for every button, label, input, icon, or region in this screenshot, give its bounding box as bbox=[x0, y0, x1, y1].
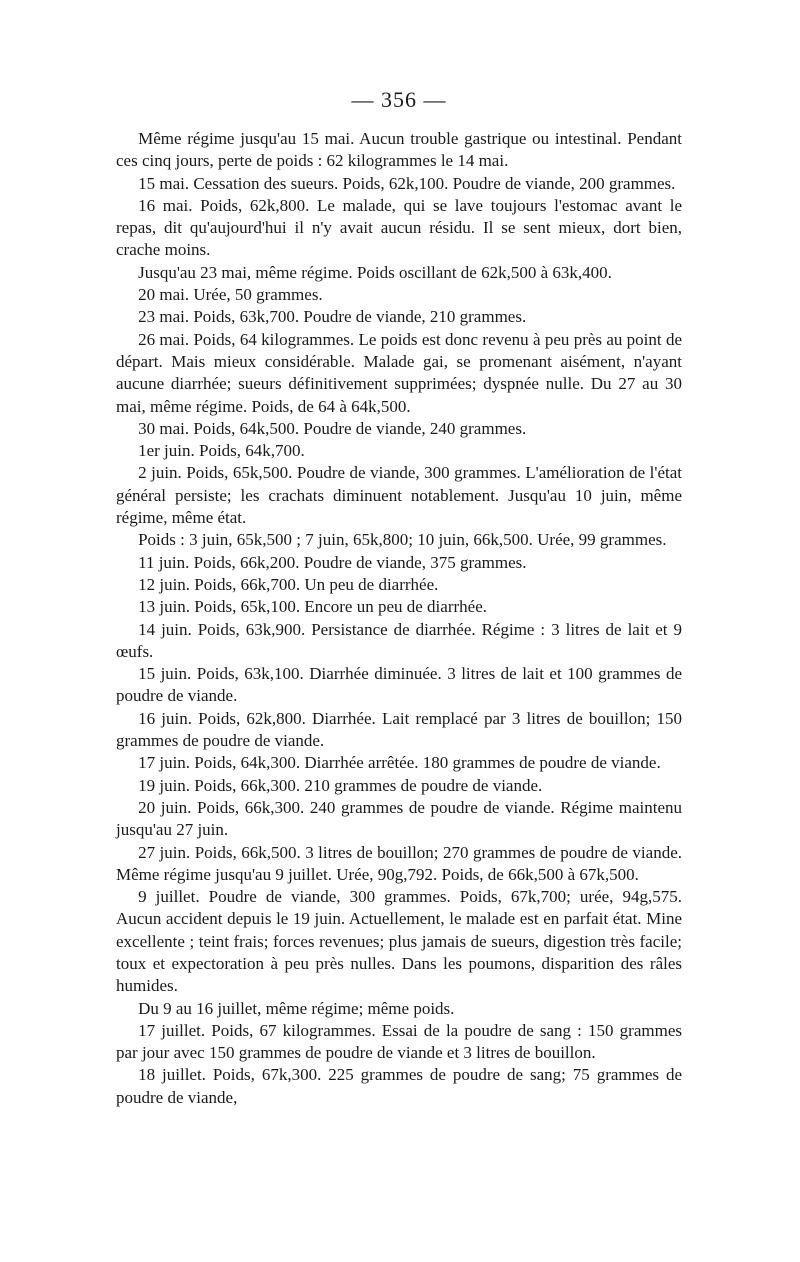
paragraph: 20 juin. Poids, 66k,300. 240 grammes de poudre de viande. Régime maintenu jusqu'au 27 juin. bbox=[116, 797, 682, 840]
paragraph: Jusqu'au 23 mai, même régime. Poids oscillant de 62k,500 à 63k,400. bbox=[138, 262, 612, 282]
paragraph: Même régime jusqu'au 15 mai. Aucun trouble gastrique ou intestinal. Pendant ces cinq jours, perte de poids : 62 kilogrammes le 14 mai. bbox=[116, 129, 682, 171]
paragraph: 1er juin. Poids, 64k,700. bbox=[138, 441, 305, 461]
paragraph: 17 juillet. Poids, 67 kilogrammes. Essai de la poudre de sang : 150 grammes par jour avec 150 grammes de poudre de viande et 3 litres de bouillon. bbox=[116, 1020, 682, 1063]
paragraph: 26 mai. Poids, 64 kilogrammes. Le poids est donc revenu à peu près au point de départ. Mais mieux considérable. Malade gai, se promenant aisément, n'ayant aucune diarrhée; sueurs définitivement supprimées; dyspnée nulle. Du 27 au 30 mai, même régime. Poids, de 64 à 64k,500. bbox=[116, 329, 682, 416]
paragraph: 18 juillet. Poids, 67k,300. 225 grammes de poudre de sang; 75 grammes de poudre de viande, bbox=[116, 1065, 682, 1107]
paragraph: 27 juin. Poids, 66k,500. 3 litres de bouillon; 270 grammes de poudre de viande. Même régime jusqu'au 9 juillet. Urée, 90g,792. Poids, de 66k,500 à 67k,500. bbox=[116, 842, 682, 884]
paragraph: 20 mai. Urée, 50 grammes. bbox=[138, 285, 323, 305]
paragraph: 30 mai. Poids, 64k,500. Poudre de viande, 240 grammes. bbox=[138, 418, 527, 438]
page-number: — 356 — bbox=[351, 87, 447, 112]
text-body bbox=[116, 128, 682, 1109]
book-page bbox=[116, 88, 682, 1109]
paragraph: 12 juin. Poids, 66k,700. Un peu de diarrhée. bbox=[138, 574, 439, 594]
paragraph: Poids : 3 juin, 65k,500 ; 7 juin, 65k,800; 10 juin, 66k,500. Urée, 99 grammes. bbox=[138, 530, 667, 550]
paragraph: 9 juillet. Poudre de viande, 300 grammes. Poids, 67k,700; urée, 94g,575. Aucun accident depuis le 19 juin. Actuellement, le malade est en parfait état. Mine excellente ; teint frais; forces revenues; plus jamais de sueurs, digestion très facile; toux et expectoration à peu près nulles. Dans les poumons, disparition des râles humides. bbox=[116, 887, 682, 996]
paragraph: 2 juin. Poids, 65k,500. Poudre de viande, 300 grammes. L'amélioration de l'état général persiste; les crachats diminuent notablement. Jusqu'au 10 juin, même régime, même état. bbox=[116, 463, 682, 528]
paragraph: Du 9 au 16 juillet, même régime; même poids. bbox=[138, 998, 455, 1018]
paragraph: 15 juin. Poids, 63k,100. Diarrhée diminuée. 3 litres de lait et 100 grammes de poudre de viande. bbox=[116, 664, 682, 706]
paragraph: 16 juin. Poids, 62k,800. Diarrhée. Lait remplacé par 3 litres de bouillon; 150 grammes de poudre de viande. bbox=[116, 708, 682, 751]
paragraph: 15 mai. Cessation des sueurs. Poids, 62k,100. Poudre de viande, 200 grammes. bbox=[138, 173, 676, 193]
paragraph: 11 juin. Poids, 66k,200. Poudre de viande, 375 grammes. bbox=[138, 552, 527, 572]
paragraph: 23 mai. Poids, 63k,700. Poudre de viande, 210 grammes. bbox=[138, 307, 527, 327]
paragraph: 14 juin. Poids, 63k,900. Persistance de diarrhée. Régime : 3 litres de lait et 9 œufs. bbox=[116, 619, 682, 661]
paragraph: 16 mai. Poids, 62k,800. Le malade, qui se lave toujours l'estomac avant le repas, dit qu'aujourd'hui il n'y avait aucun résidu. Il se sent mieux, dort bien, crache moins. bbox=[116, 195, 682, 260]
paragraph: 19 juin. Poids, 66k,300. 210 grammes de poudre de viande. bbox=[138, 775, 543, 795]
paragraph: 17 juin. Poids, 64k,300. Diarrhée arrêtée. 180 grammes de poudre de viande. bbox=[138, 753, 661, 773]
paragraph: 13 juin. Poids, 65k,100. Encore un peu de diarrhée. bbox=[138, 597, 487, 617]
